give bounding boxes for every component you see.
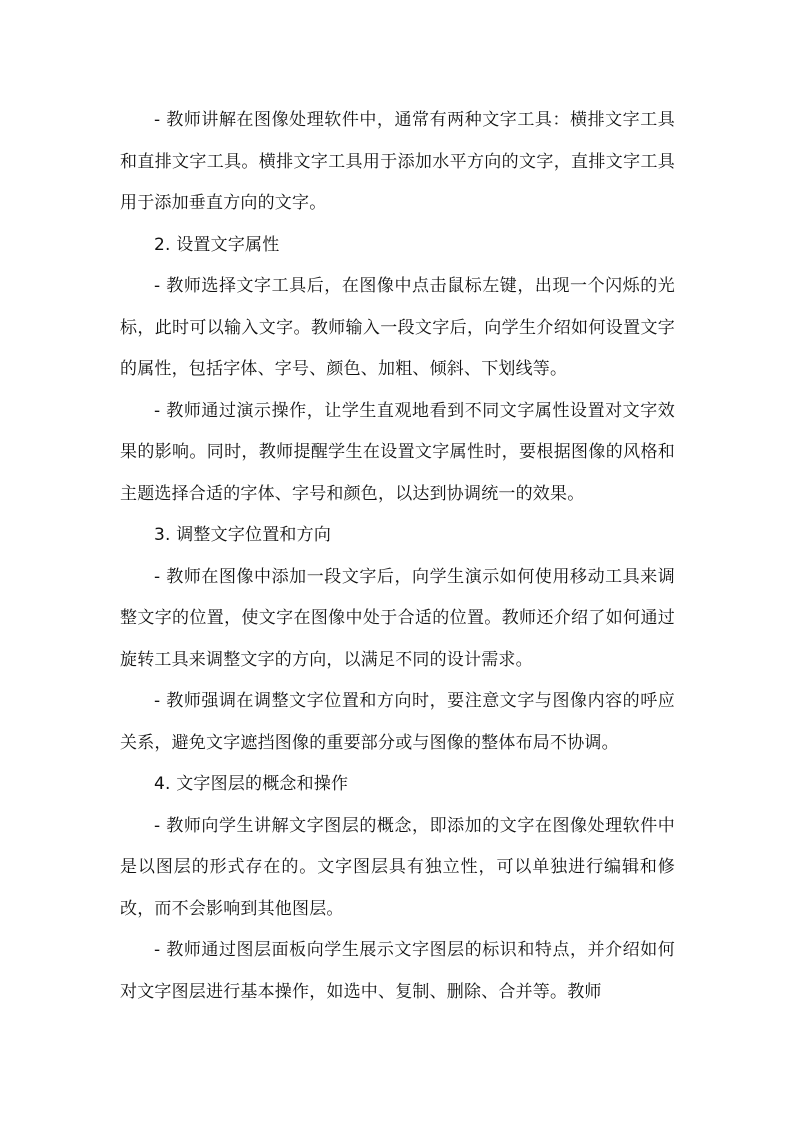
paragraph-text-layer-concept: - 教师向学生讲解文字图层的概念，即添加的文字在图像处理软件中是以图层的形式存在的。文字图层具有独立性，可以单独进行编辑和修改，而不会影响到其他图层。 — [120, 815, 675, 919]
paragraph-layer-panel-operations: - 教师通过图层面板向学生展示文字图层的标识和特点，并介绍如何对文字图层进行基本操作，如选中、复制、删除、合并等。教师 — [120, 940, 675, 1002]
document-body — [120, 100, 675, 1013]
section-heading-adjust-position: 3. 调整文字位置和方向 — [154, 525, 332, 545]
paragraph-set-attributes: - 教师选择文字工具后，在图像中点击鼠标左键，出现一个闪烁的光标，此时可以输入文字。教师输入一段文字后，向学生介绍如何设置文字的属性，包括字体、字号、颜色、加粗、倾斜、下划线等。 — [120, 276, 675, 379]
section-heading-text-layers: 4. 文字图层的概念和操作 — [154, 774, 349, 794]
paragraph-text-tools-intro: - 教师讲解在图像处理软件中，通常有两种文字工具：横排文字工具和直排文字工具。横排文字工具用于添加水平方向的文字，直排文字工具用于添加垂直方向的文字。 — [120, 110, 675, 213]
paragraph-move-rotate-tools: - 教师在图像中添加一段文字后，向学生演示如何使用移动工具来调整文字的位置，使文字在图像中处于合适的位置。教师还介绍了如何通过旋转工具来调整文字的方向，以满足不同的设计需求。 — [120, 566, 675, 670]
section-heading-set-text-attributes: 2. 设置文字属性 — [154, 234, 280, 255]
paragraph-attribute-demo: - 教师通过演示操作，让学生直观地看到不同文字属性设置对文字效果的影响。同时，教师提醒学生在设置文字属性时，要根据图像的风格和主题选择合适的字体、字号和颜色，以达到协调统一的效果。 — [120, 400, 675, 504]
paragraph-position-caution: - 教师强调在调整文字位置和方向时，要注意文字与图像内容的呼应关系，避免文字遮挡图像的重要部分或与图像的整体布局不协调。 — [120, 691, 675, 753]
